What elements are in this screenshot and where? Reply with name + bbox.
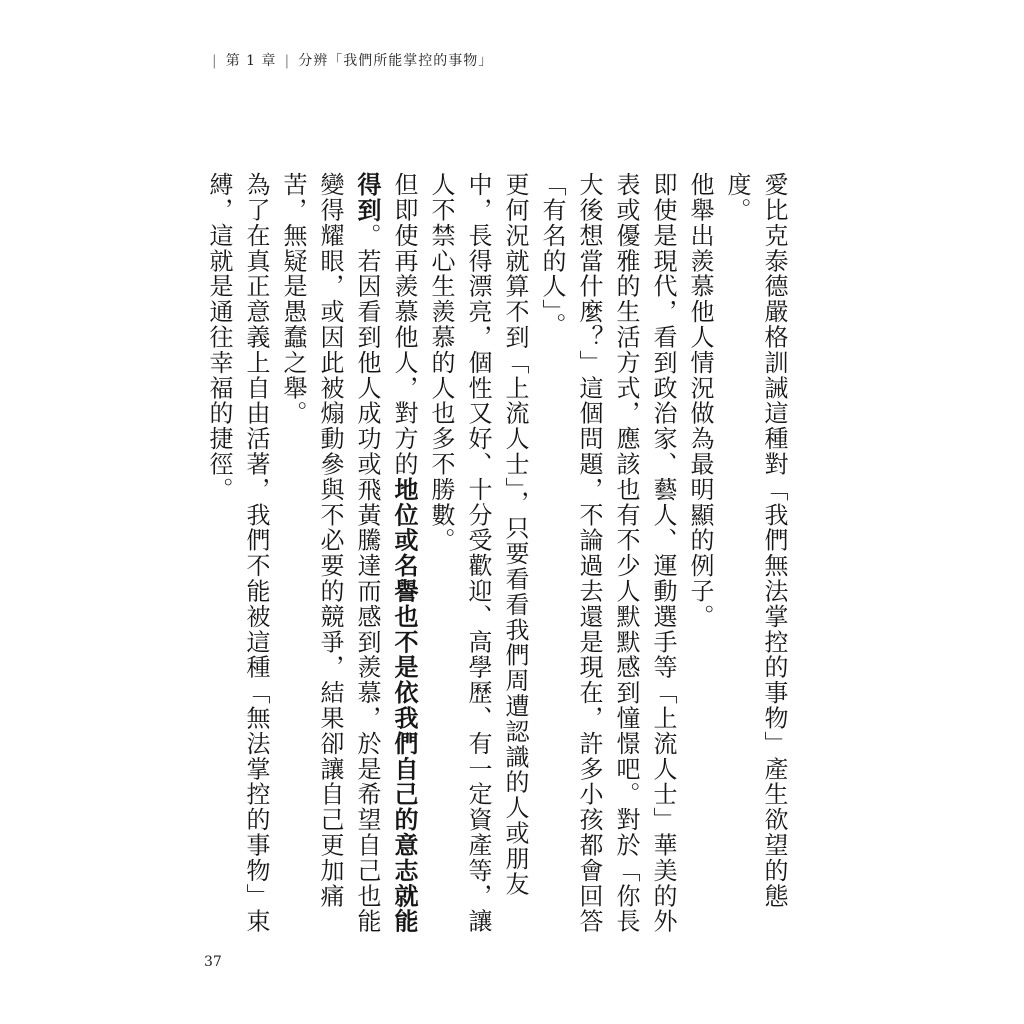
paragraph-5-after: 。若因看到他人成功或飛黃騰達而感到羨慕，於是希望自己也能變得耀眼，或因此被煽動參與不必要的競爭，結果卻讓自己更加痛苦，無疑是愚蠢之舉。 [279,172,381,935]
separator: | [284,53,291,69]
body-text [205,148,792,938]
paragraph-4: 更何況就算不到「上流人士」，只要看看我們周遭認識的人或朋友中，長得漂亮，個性又好、十分受歡迎、高學歷、有一定資產等，讓人不禁心生羨慕的人也多不勝數。 [427,172,529,934]
running-head [204,50,493,70]
paragraph-5-before: 但即使再羨慕他人，對方的 [390,172,418,477]
paragraph-5 [274,148,422,938]
paragraph-5-emphasis: 地位或名譽也不是依我們自己的意志就能得到 [353,172,418,935]
paragraph-2: 他舉出羨慕他人情況做為最明顯的例子。 [686,172,714,630]
page-number: 37 [204,954,222,970]
paragraph-3: 即使是現代，看到政治家、藝人、運動選手等「上流人士」華美的外表或優雅的生活方式，應該也有不少人默默感到憧憬吧。對於「你長大後想當什麼？」這個問題，不論過去還是現在，許多小孩都會回答「有名的人」。 [538,172,677,934]
paragraph-1: 愛比克泰德嚴格訓誡這種對「我們無法掌控的事物」產生欲望的態度。 [723,172,788,909]
paragraph-6: 為了在真正意義上自由活著，我們不能被這種「無法掌控的事物」束縛，這就是通往幸福的捷徑。 [205,172,270,934]
chapter-label: 第 1 章 [225,53,277,69]
section-title: 分辨「我們所能掌控的事物」 [298,53,494,69]
separator: | [212,53,218,69]
